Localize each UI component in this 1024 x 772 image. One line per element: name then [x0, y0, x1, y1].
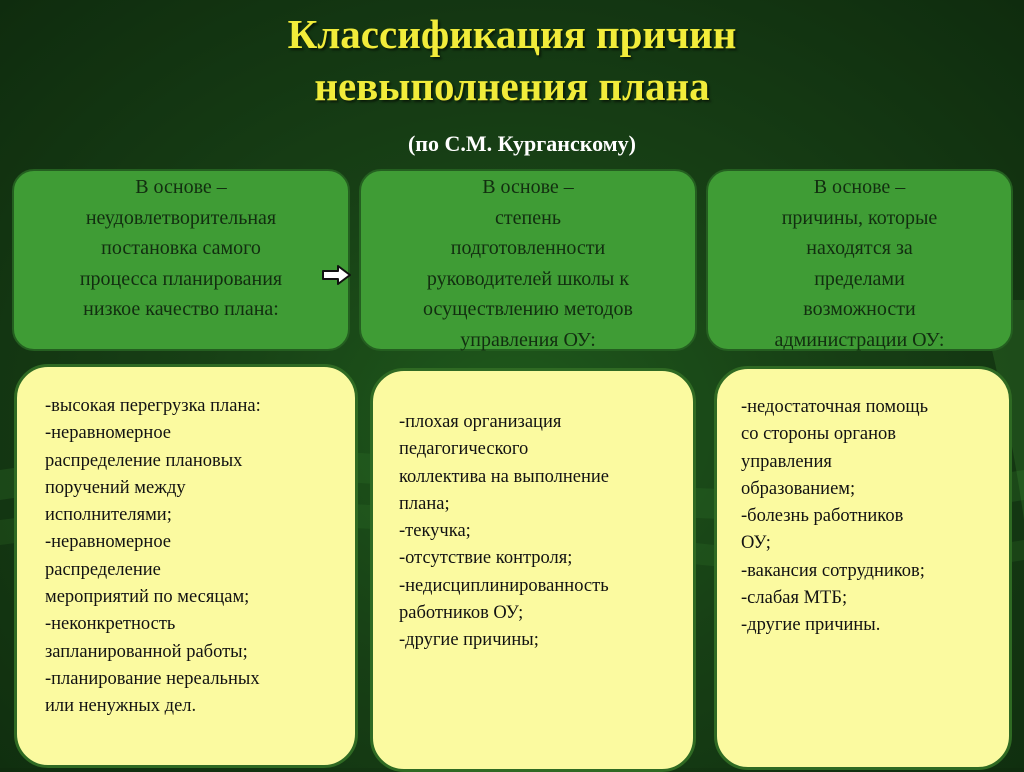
category-1-line: неудовлетворительная [85, 206, 277, 229]
right-arrow-outline-icon [322, 264, 352, 286]
category-2-line: степень [495, 206, 561, 229]
cause-category-box-2 [359, 169, 697, 351]
list-item: -текучка; [399, 521, 471, 542]
list-item: -планирование нереальных [45, 668, 260, 689]
list-item: управления [741, 451, 832, 472]
list-item: распределение плановых [45, 450, 243, 471]
list-item: со стороны органов [741, 424, 897, 445]
category-2-line: руководителей школы к [426, 267, 630, 290]
cause-list-box-3 [714, 366, 1012, 770]
category-2-line: осуществлению методов [423, 298, 633, 320]
list-item: работников ОУ; [399, 603, 524, 624]
list-item: -болезнь работников [741, 506, 904, 527]
list-item: поручений между [45, 477, 186, 498]
cause-category-box-1 [12, 169, 350, 351]
category-3-line: администрации ОУ: [774, 328, 945, 351]
list-item: или ненужных дел. [45, 696, 197, 717]
list-item: плана; [399, 493, 450, 514]
category-3-line: находятся за [806, 237, 913, 259]
list-item: педагогического [399, 439, 529, 460]
list-item: -неконкретность [45, 614, 176, 635]
category-2-line: подготовленности [450, 237, 606, 259]
list-item: мероприятий по месяцам; [45, 587, 250, 608]
list-item: запланированной работы; [45, 641, 248, 662]
list-item: -плохая организация [399, 412, 562, 432]
category-1-line: процесса планирования [79, 267, 283, 290]
category-1-line: постановка самого [101, 237, 261, 259]
category-3-line: возможности [803, 298, 916, 320]
list-item: -неравномерное [45, 423, 172, 444]
category-3-line: пределами [814, 267, 905, 290]
page-subtitle: (по С.М. Курганскому) [407, 131, 636, 156]
cause-list-box-1 [14, 364, 358, 768]
title-line-1: Классификация причин [287, 11, 737, 57]
list-item: -высокая перегрузка плана: [45, 396, 261, 416]
category-2-line: управления ОУ: [460, 328, 596, 351]
cause-list-box-2 [370, 368, 696, 772]
category-1-line: низкое качество плана: [83, 298, 279, 320]
category-3-line: причины, которые [781, 206, 938, 229]
cause-category-box-3 [706, 169, 1013, 351]
category-3-line: В основе – [813, 176, 906, 198]
list-item: распределение [45, 559, 161, 580]
list-item: -вакансия сотрудников; [741, 560, 925, 581]
list-item: коллектива на выполнение [399, 466, 609, 487]
category-1-line: В основе – [135, 176, 227, 198]
page-title [0, 8, 1024, 112]
list-item: -неравномерное [45, 532, 172, 553]
list-item: -недисциплинированность [399, 575, 609, 596]
list-item: -недостаточная помощь [741, 397, 929, 417]
title-line-2: невыполнения плана [314, 63, 710, 109]
list-item: -другие причины; [399, 630, 539, 651]
list-item: ОУ; [741, 533, 771, 554]
category-2-line: В основе – [482, 176, 574, 198]
list-item: образованием; [741, 478, 856, 499]
list-item: исполнителями; [45, 505, 172, 526]
list-item: -отсутствие контроля; [399, 548, 573, 569]
list-item: -слабая МТБ; [741, 588, 848, 609]
list-item: -другие причины. [741, 615, 881, 636]
